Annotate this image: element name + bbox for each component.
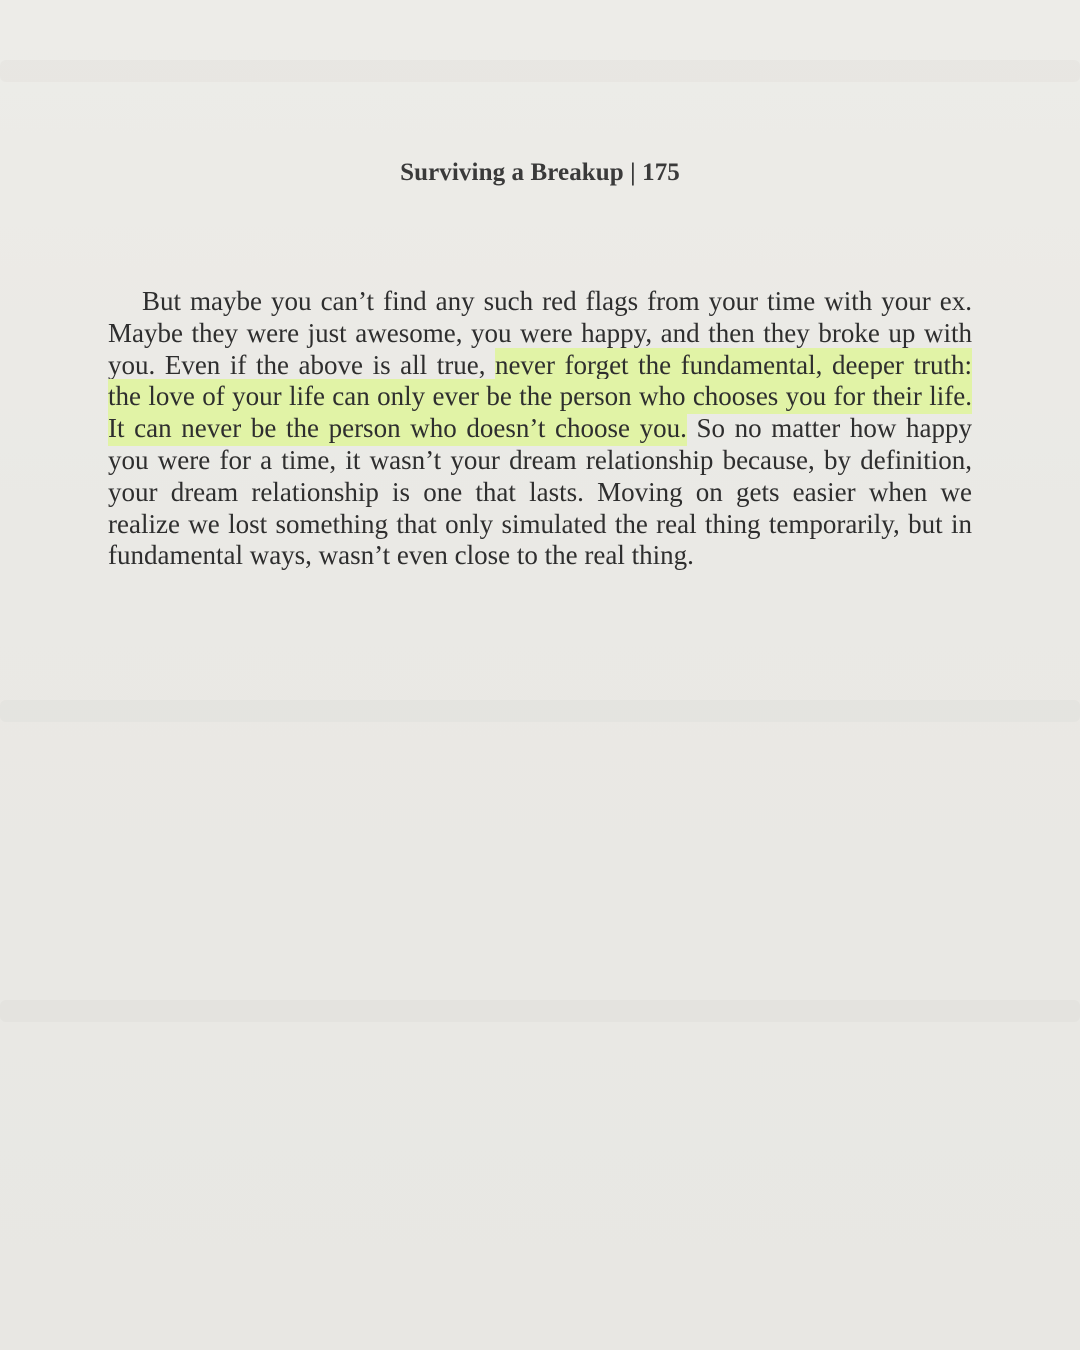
paragraph-text-after: So no matter how happy you were for a time, it wasn’t your dream relationship because, by definition, your dream relationship is one that lasts. Moving on gets easier when we realize we lost something that only simulated the real thing temporarily, but in fundamental ways, wasn’t even close to the real thing. bbox=[108, 413, 972, 571]
bleed-through-texture bbox=[0, 1000, 1080, 1022]
highlighted-passage: never forget the fundamental, deeper truth: the love of your life can only ever be the person who chooses you for their life. It can never be the person who doesn’t choose you. bbox=[108, 349, 972, 444]
bleed-through-texture bbox=[0, 700, 1080, 722]
paragraph-text-before: But maybe you can’t find any such red flags from your time with your ex. Maybe they were just awesome, you were happy, and then they broke up with you. Even if the above is all true, bbox=[108, 286, 972, 380]
running-header: Surviving a Breakup | 175 bbox=[400, 159, 680, 186]
bleed-through-texture bbox=[0, 60, 1080, 82]
body-paragraph bbox=[108, 286, 972, 572]
